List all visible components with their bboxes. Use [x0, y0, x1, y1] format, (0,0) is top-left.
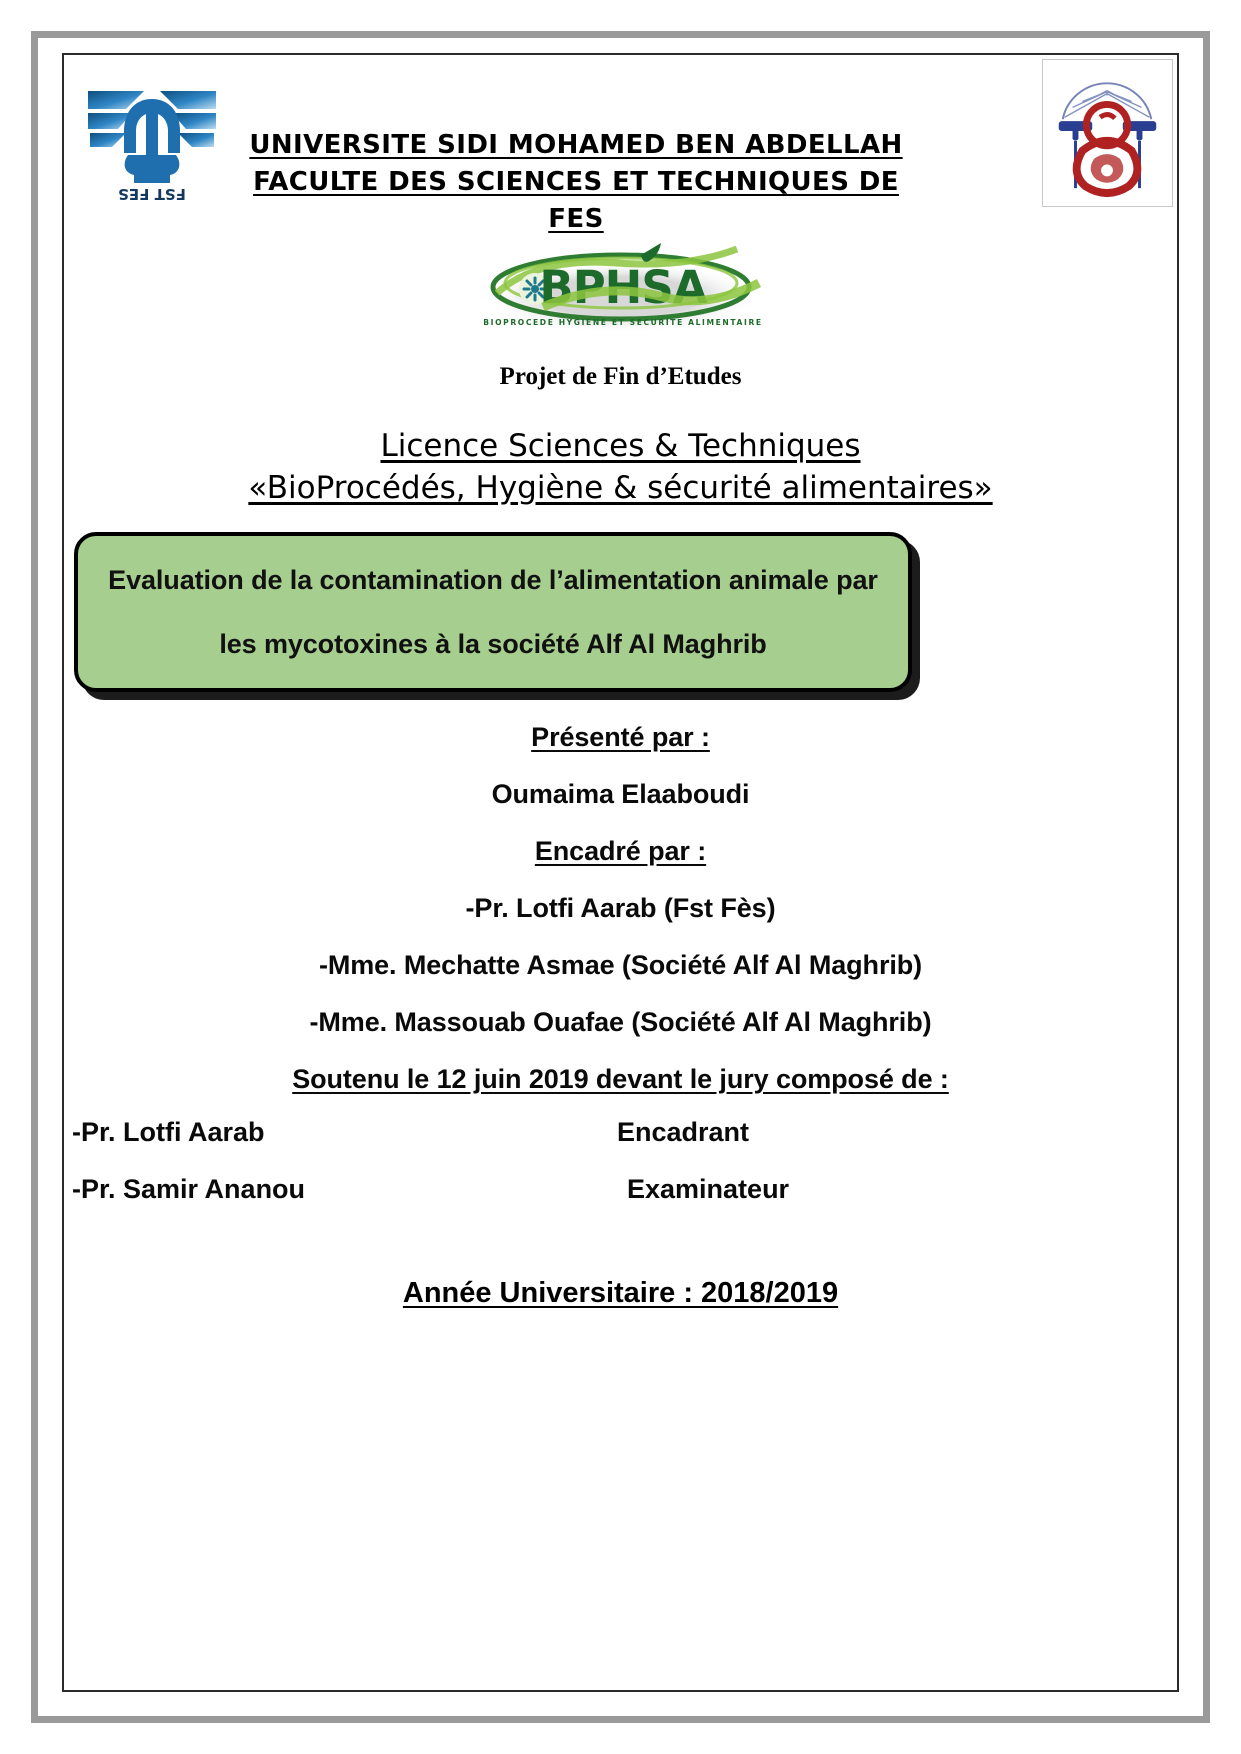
- academic-year: Année Universitaire : 2018/2019: [402, 1277, 839, 1310]
- thesis-title-line-2: les mycotoxines à la société Alf Al Maghrib: [219, 629, 767, 660]
- university-name: UNIVERSITE SIDI MOHAMED BEN ABDELLAH: [249, 130, 903, 160]
- supervisor-3: -Mme. Massouab Ouafae (Société Alf Al Maghrib): [309, 1007, 932, 1038]
- supervised-by-label: Encadré par :: [534, 836, 707, 867]
- jury-member-role: Examinateur: [627, 1174, 790, 1205]
- jury-row: [64, 1117, 1177, 1148]
- thesis-title-box: [74, 532, 912, 692]
- thesis-title-box-wrap: [64, 528, 1177, 704]
- svg-text:BIOPROCEDE HYGIENE ET SECURITE: BIOPROCEDE HYGIENE ET SECURITE ALIMENTAIRE: [482, 318, 763, 327]
- bphsa-logo-icon: [473, 237, 769, 337]
- jury-member-role: Encadrant: [617, 1117, 750, 1148]
- university-header: [240, 127, 912, 238]
- defense-date-label: Soutenu le 12 juin 2019 devant le jury composé de :: [292, 1064, 949, 1095]
- faculty-name: FACULTE DES SCIENCES ET TECHNIQUES DE FES: [253, 166, 899, 234]
- svg-text:FST FES: FST FES: [118, 185, 186, 203]
- document-type-label: Projet de Fin d’Etudes: [499, 363, 742, 390]
- student-name: Oumaima Elaaboudi: [491, 779, 750, 810]
- degree-line-2: «BioProcédés, Hygiène & sécurité alimentaires»: [248, 469, 993, 506]
- people-section: [64, 722, 1177, 1095]
- supervisor-1: -Pr. Lotfi Aarab (Fst Fès): [465, 893, 776, 924]
- jury-member-name: -Pr. Samir Ananou: [72, 1174, 306, 1205]
- header-band: [64, 55, 1177, 234]
- presented-by-label: Présenté par :: [531, 722, 710, 753]
- usmba-university-seal-icon: [1042, 59, 1173, 207]
- fst-fes-logo-icon: [82, 81, 222, 203]
- jury-row: [64, 1174, 1177, 1205]
- page-content: [64, 55, 1177, 1690]
- program-logo-wrap: [64, 237, 1177, 341]
- supervisor-2: -Mme. Mechatte Asmae (Société Alf Al Maghrib): [318, 950, 923, 981]
- svg-text:BPHSA: BPHSA: [538, 261, 707, 314]
- jury-member-name: -Pr. Lotfi Aarab: [72, 1117, 265, 1148]
- jury-list: [64, 1117, 1177, 1205]
- degree-block: [64, 427, 1177, 508]
- degree-line-1: Licence Sciences & Techniques: [380, 428, 861, 464]
- thesis-title-line-1: Evaluation de la contamination de l’alimentation animale par: [108, 564, 878, 595]
